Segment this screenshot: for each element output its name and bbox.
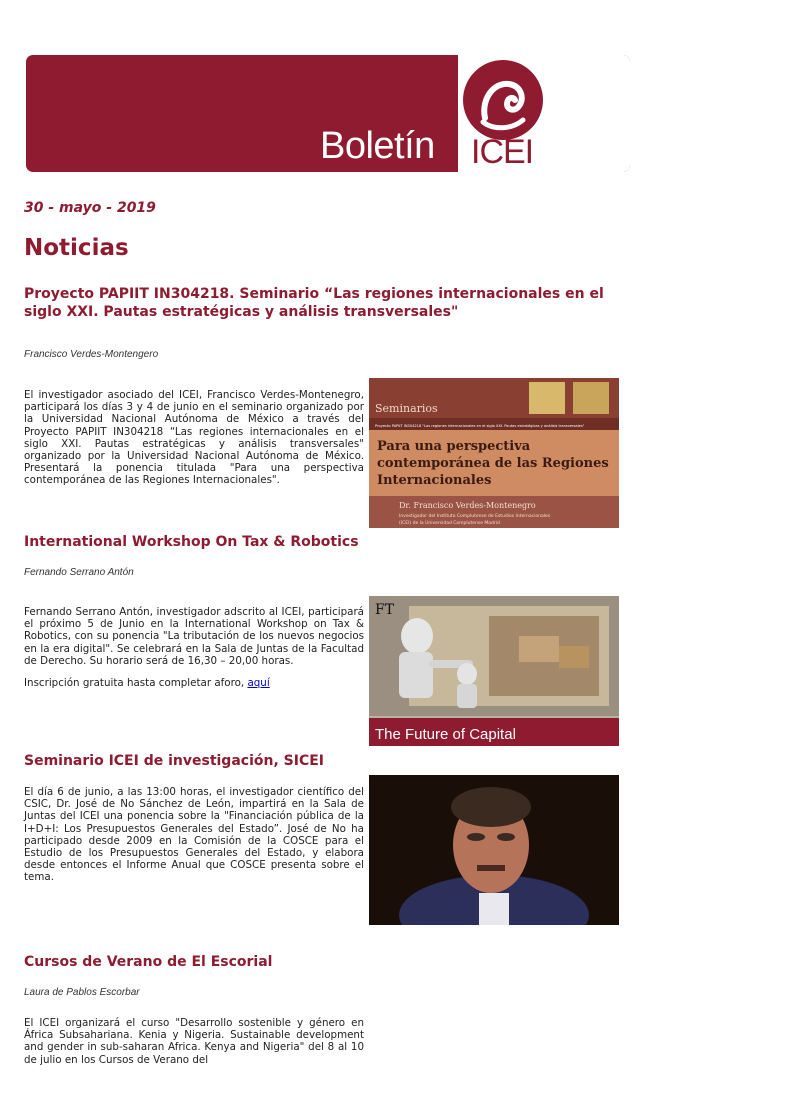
registration-text: Inscripción gratuita hasta completar aforo, [24, 677, 248, 690]
news-paragraph: El día 6 de junio, a las 13:00 horas, el investigador científico del CSIC, Dr. José de No Sánchez de León, impartirá en la Sala de Juntas del ICEI una ponencia sobre la "Financiación pública de la I+D+I: Los Presupuestos Generales del Estado”. José de No ha participado desde 2009 en la Comisión de la COSCE para el Estudio de los Presupuestos Generales del Estado, y elabora desde entonces el Informe Anual que COSCE presenta sobre el tema. [24, 786, 364, 884]
news-body [24, 389, 364, 497]
news-title[interactable]: Seminario ICEI de investigación, SICEI [24, 753, 324, 769]
boletin-title: Boletín [320, 125, 435, 167]
news-body [24, 1017, 364, 1076]
news-author: Fernando Serrano Antón [24, 567, 134, 578]
news-paragraph: El ICEI organizará el curso "Desarrollo sostenible y género en África Subsahariana. Kenia y Nigeria. Sustainable development and gender in sub-saharan Africa. Kenya and Nigeria" del 8 al 10 de julio en los Cursos de Verano del [24, 1017, 364, 1066]
speaker-portrait-image [369, 775, 619, 925]
news-title[interactable]: Proyecto PAPIIT IN304218. Seminario “Las regiones internacionales en el siglo XXI. Pautas estratégicas y análisis transversales" [24, 286, 604, 320]
future-of-capital-image [369, 596, 619, 746]
news-title[interactable]: International Workshop On Tax & Robotics [24, 534, 359, 550]
poster-affiliation: (ICEI) de la Universidad Complutense Madrid [399, 521, 500, 526]
news-author: Francisco Verdes-Montengero [24, 349, 159, 360]
seminar-poster-image [369, 378, 619, 528]
poster-affiliation: Investigador del Instituto Complutense de Estudios Internacionales [399, 514, 551, 519]
poster-label: Seminarios [375, 402, 438, 415]
poster-speaker: Dr. Francisco Verdes-Montenegro [399, 501, 536, 510]
poster-subtitle: Proyecto PAPIIT IN304218 "Las regiones internacionales en el siglo XXI. Pautas estratégicas y análisis transversales" [375, 424, 585, 428]
news-paragraph [24, 677, 364, 689]
news-title[interactable]: Cursos de Verano de El Escorial [24, 954, 273, 970]
icei-logo-icon [463, 60, 543, 140]
image-caption: The Future of Capital [375, 726, 516, 743]
news-body [24, 786, 364, 894]
news-paragraph: El investigador asociado del ICEI, Francisco Verdes-Montenegro, participará los días 3 y 4 de junio en el seminario organizado por la Universidad Nacional Autónoma de México a través del Proyecto PAPIIT IN304218 “Las regiones internacionales en el siglo XXI. Pautas estratégicas y análisis transversales" organizado por la Universidad Nacional Autónoma de México. Presentará la ponencia titulada "Para una perspectiva contemporánea de las Regiones Internacionales". [24, 389, 364, 487]
registration-link[interactable]: aquí [247, 677, 270, 690]
poster-heading-line: Internacionales [377, 473, 492, 488]
icei-brand: ICEI [471, 133, 534, 171]
issue-date: 30 - mayo - 2019 [24, 200, 156, 216]
section-title: Noticias [24, 235, 129, 261]
poster-heading-line: contemporánea de las Regiones [377, 456, 609, 471]
poster-heading-line: Para una perspectiva [377, 439, 531, 454]
news-body [24, 606, 364, 699]
ft-logo: FT [375, 602, 395, 618]
news-paragraph: Fernando Serrano Antón, investigador adscrito al ICEI, participará el próximo 5 de Junio en la International Workshop on Tax & Robotics, con su ponencia "La tributación de los nuevos negocios en la era digital". Se celebrará en la Sala de Juntas de la Facultad de Derecho. Su horario será de 16,30 – 20,00 horas. [24, 606, 364, 667]
header-banner [26, 55, 630, 172]
news-author: Laura de Pablos Escorbar [24, 987, 140, 998]
